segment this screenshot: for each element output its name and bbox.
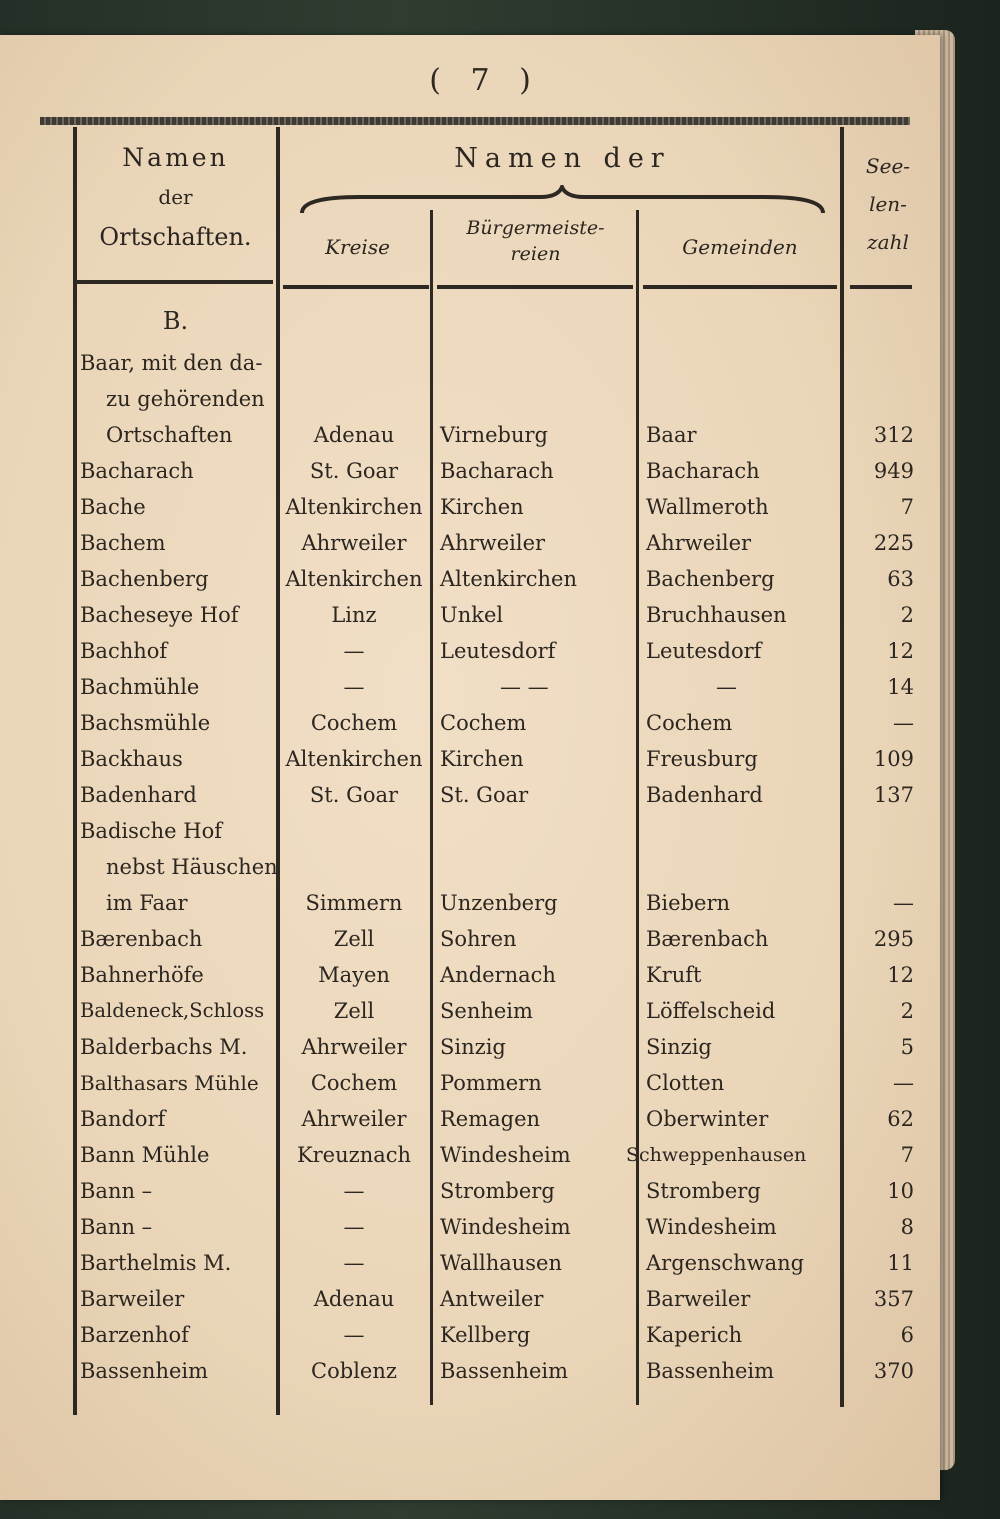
header-ortschaften: Ortschaften. <box>99 223 252 251</box>
seelenzahl-cell: 7 <box>900 495 914 519</box>
gemeinde-cell: Argenschwang <box>646 1251 805 1275</box>
kreis-cell: Kreuznach <box>296 1143 412 1167</box>
buergermeisterei-cell: Stromberg <box>440 1179 555 1203</box>
kreis-cell: — <box>343 639 365 663</box>
seelenzahl-cell: 6 <box>900 1323 914 1347</box>
seelenzahl-cell: 12 <box>887 639 914 663</box>
header-rule-4 <box>643 285 837 289</box>
seelenzahl-cell: 11 <box>887 1251 914 1275</box>
table-row <box>0 633 940 669</box>
buergermeisterei-cell: — — <box>500 675 549 699</box>
buergermeisterei-cell: Virneburg <box>440 423 548 447</box>
gemeinde-cell: Schweppenhausen <box>626 1144 807 1166</box>
buergermeisterei-cell: Kirchen <box>440 495 524 519</box>
table-row <box>0 957 940 993</box>
kreis-cell: Coblenz <box>311 1359 397 1383</box>
seelenzahl-cell: 8 <box>900 1215 914 1239</box>
table-row <box>0 885 940 921</box>
table-row <box>0 705 940 741</box>
gemeinde-cell: Freusburg <box>646 747 758 771</box>
kreis-cell: St. Goar <box>309 459 399 483</box>
gemeinde-cell: — <box>716 675 737 699</box>
place-name: Barweiler <box>80 1287 185 1311</box>
table-row <box>0 597 940 633</box>
table-row <box>0 381 940 417</box>
gemeinde-cell: Bruchhausen <box>646 603 787 627</box>
seelenzahl-cell: 137 <box>873 783 914 807</box>
place-name: Badenhard <box>80 783 197 807</box>
gemeinde-cell: Clotten <box>646 1071 725 1095</box>
header-seelen-line1: See- <box>865 154 911 178</box>
buergermeisterei-cell: Andernach <box>440 963 556 987</box>
buergermeisterei-cell: Antweiler <box>440 1287 544 1311</box>
place-name: Bærenbach <box>80 927 203 951</box>
kreis-cell: Adenau <box>313 423 395 447</box>
gemeinde-cell: Windesheim <box>646 1215 777 1239</box>
seelenzahl-cell: 949 <box>873 459 914 483</box>
header-seelen-line2: len- <box>869 192 907 216</box>
buergermeisterei-cell: Bassenheim <box>440 1359 569 1383</box>
kreis-cell: — <box>343 1215 365 1239</box>
place-name: Bacharach <box>80 459 194 483</box>
gemeinde-cell: Kaperich <box>646 1323 743 1347</box>
gemeinde-cell: Ahrweiler <box>646 531 752 555</box>
table-row <box>0 1281 940 1317</box>
place-name: Bandorf <box>80 1107 166 1131</box>
table-row <box>0 1209 940 1245</box>
buergermeisterei-cell: Altenkirchen <box>440 567 577 591</box>
kreis-cell: Cochem <box>310 711 398 735</box>
place-name: Bahnerhöfe <box>80 963 204 987</box>
buergermeisterei-cell: Kellberg <box>440 1323 531 1347</box>
place-name: Badische Hof <box>80 819 223 843</box>
kreis-cell: Altenkirchen <box>285 567 423 591</box>
table-row <box>0 417 940 453</box>
table-row <box>0 525 940 561</box>
table-row <box>0 561 940 597</box>
header-rule-3 <box>437 285 633 289</box>
kreis-cell: — <box>343 675 365 699</box>
place-name: Bann – <box>80 1179 153 1203</box>
place-name: Balderbachs M. <box>80 1035 248 1059</box>
kreis-cell: Ahrweiler <box>301 1035 407 1059</box>
seelenzahl-cell: 295 <box>873 927 914 951</box>
gemeinde-cell: Sinzig <box>646 1035 712 1059</box>
table-row <box>0 1317 940 1353</box>
place-name: Bann Mühle <box>80 1143 210 1167</box>
table-row <box>0 1065 940 1101</box>
kreis-cell: Zell <box>333 999 375 1023</box>
table-row <box>0 669 940 705</box>
buergermeisterei-cell: Leutesdorf <box>440 639 556 663</box>
table-row <box>0 1029 940 1065</box>
gemeinde-cell: Bassenheim <box>646 1359 775 1383</box>
place-name: Ortschaften <box>106 423 233 447</box>
header-rule-2 <box>283 285 429 289</box>
header-gemeinden: Gemeinden <box>682 235 798 259</box>
kreis-cell: Altenkirchen <box>285 747 423 771</box>
seelenzahl-cell: 370 <box>873 1359 914 1383</box>
table-row <box>0 741 940 777</box>
seelenzahl-cell: — <box>893 891 914 915</box>
table-row <box>0 813 940 849</box>
gemeinde-cell: Kruft <box>646 963 702 987</box>
kreis-cell: Simmern <box>305 891 403 915</box>
place-name: Baar, mit den da- <box>80 351 263 375</box>
gemeinde-cell: Wallmeroth <box>646 495 769 519</box>
seelenzahl-cell: 7 <box>900 1143 914 1167</box>
gemeinde-cell: Biebern <box>646 891 731 915</box>
kreis-cell: — <box>343 1323 365 1347</box>
kreis-cell: Adenau <box>313 1287 395 1311</box>
gemeinde-cell: Cochem <box>646 711 733 735</box>
buergermeisterei-cell: Wallhausen <box>440 1251 563 1275</box>
seelenzahl-cell: 5 <box>900 1035 914 1059</box>
buergermeisterei-cell: Pommern <box>440 1071 542 1095</box>
table-row <box>0 345 940 381</box>
kreis-cell: — <box>343 1251 365 1275</box>
seelenzahl-cell: 225 <box>873 531 914 555</box>
buergermeisterei-cell: Sinzig <box>440 1035 506 1059</box>
gemeinde-cell: Leutesdorf <box>646 639 762 663</box>
header-seelenzahl <box>848 147 928 261</box>
buergermeisterei-cell: Ahrweiler <box>440 531 546 555</box>
seelenzahl-cell: 10 <box>887 1179 914 1203</box>
place-name: Backhaus <box>80 747 183 771</box>
place-name: Bachhof <box>80 639 168 663</box>
buergermeisterei-cell: Windesheim <box>440 1143 571 1167</box>
seelenzahl-cell: 357 <box>873 1287 914 1311</box>
kreis-cell: Linz <box>331 603 377 627</box>
place-name: Bachsmühle <box>80 711 211 735</box>
seelenzahl-cell: 63 <box>887 567 914 591</box>
place-name: Barthelmis M. <box>80 1251 232 1275</box>
header-namen: Namen <box>122 143 229 172</box>
place-name: Bacheseye Hof <box>80 603 239 627</box>
place-name: Bachenberg <box>80 567 209 591</box>
header-kreise: Kreise <box>325 235 390 259</box>
gemeinde-cell: Baar <box>646 423 697 447</box>
buergermeisterei-cell: Sohren <box>440 927 517 951</box>
table-row <box>0 849 940 885</box>
seelenzahl-cell: 2 <box>900 603 914 627</box>
place-name: im Faar <box>106 891 188 915</box>
table-row <box>0 453 940 489</box>
place-name: nebst Häuschen <box>106 855 278 879</box>
place-name: Balthasars Mühle <box>80 1071 259 1095</box>
gemeinde-cell: Bacharach <box>646 459 760 483</box>
gemeinde-cell: Badenhard <box>646 783 763 807</box>
table-row <box>0 1137 940 1173</box>
top-rule <box>40 117 910 125</box>
buergermeisterei-cell: Bacharach <box>440 459 554 483</box>
place-name: Bache <box>80 495 146 519</box>
header-rule-5 <box>850 285 912 289</box>
kreis-cell: — <box>343 1179 365 1203</box>
table-row <box>0 1353 940 1389</box>
header-brace <box>300 185 825 215</box>
table-row <box>0 1245 940 1281</box>
gemeinde-cell: Stromberg <box>646 1179 761 1203</box>
place-name: Bassenheim <box>80 1359 209 1383</box>
seelenzahl-cell: — <box>893 1071 914 1095</box>
book-page <box>0 35 940 1500</box>
gemeinde-cell: Barweiler <box>646 1287 751 1311</box>
header-bm-line2: reien <box>510 243 561 265</box>
table-row <box>0 993 940 1029</box>
table-row <box>0 777 940 813</box>
kreis-cell: Ahrweiler <box>301 531 407 555</box>
header-namen-der: Namen der <box>454 143 671 174</box>
buergermeisterei-cell: Kirchen <box>440 747 524 771</box>
section-letter: B. <box>162 307 189 335</box>
gemeinde-cell: Bærenbach <box>646 927 769 951</box>
buergermeisterei-cell: Cochem <box>440 711 527 735</box>
seelenzahl-cell: 62 <box>887 1107 914 1131</box>
buergermeisterei-cell: Unkel <box>440 603 504 627</box>
kreis-cell: Altenkirchen <box>285 495 423 519</box>
place-name: Baldeneck,Schloss <box>80 999 265 1022</box>
header-bm-line1: Bürgermeiste- <box>466 217 605 239</box>
header-rule-1 <box>77 280 273 284</box>
gemeinde-cell: Bachenberg <box>646 567 775 591</box>
header-der: der <box>158 185 193 209</box>
table-row <box>0 489 940 525</box>
place-name: Bachmühle <box>80 675 200 699</box>
header-seelen-line3: zahl <box>867 230 909 254</box>
buergermeisterei-cell: Senheim <box>440 999 533 1023</box>
header-buergermeistereien <box>433 215 638 267</box>
place-name: Bann – <box>80 1215 153 1239</box>
table-row <box>0 1101 940 1137</box>
place-name: zu gehörenden <box>106 387 265 411</box>
kreis-cell: St. Goar <box>309 783 399 807</box>
kreis-cell: Ahrweiler <box>301 1107 407 1131</box>
seelenzahl-cell: — <box>893 711 914 735</box>
buergermeisterei-cell: Windesheim <box>440 1215 571 1239</box>
kreis-cell: Zell <box>333 927 375 951</box>
seelenzahl-cell: 14 <box>887 675 914 699</box>
seelenzahl-cell: 312 <box>873 423 914 447</box>
buergermeisterei-cell: St. Goar <box>440 783 529 807</box>
place-name: Barzenhof <box>80 1323 189 1347</box>
table-row <box>0 921 940 957</box>
seelenzahl-cell: 109 <box>873 747 914 771</box>
table-row <box>0 1173 940 1209</box>
place-name: Bachem <box>80 531 166 555</box>
page-number: ( 7 ) <box>429 63 541 98</box>
seelenzahl-cell: 2 <box>900 999 914 1023</box>
gemeinde-cell: Löffelscheid <box>646 999 776 1023</box>
seelenzahl-cell: 12 <box>887 963 914 987</box>
gemeinde-cell: Oberwinter <box>646 1107 769 1131</box>
buergermeisterei-cell: Unzenberg <box>440 891 558 915</box>
kreis-cell: Cochem <box>310 1071 398 1095</box>
kreis-cell: Mayen <box>318 963 390 987</box>
buergermeisterei-cell: Remagen <box>440 1107 541 1131</box>
